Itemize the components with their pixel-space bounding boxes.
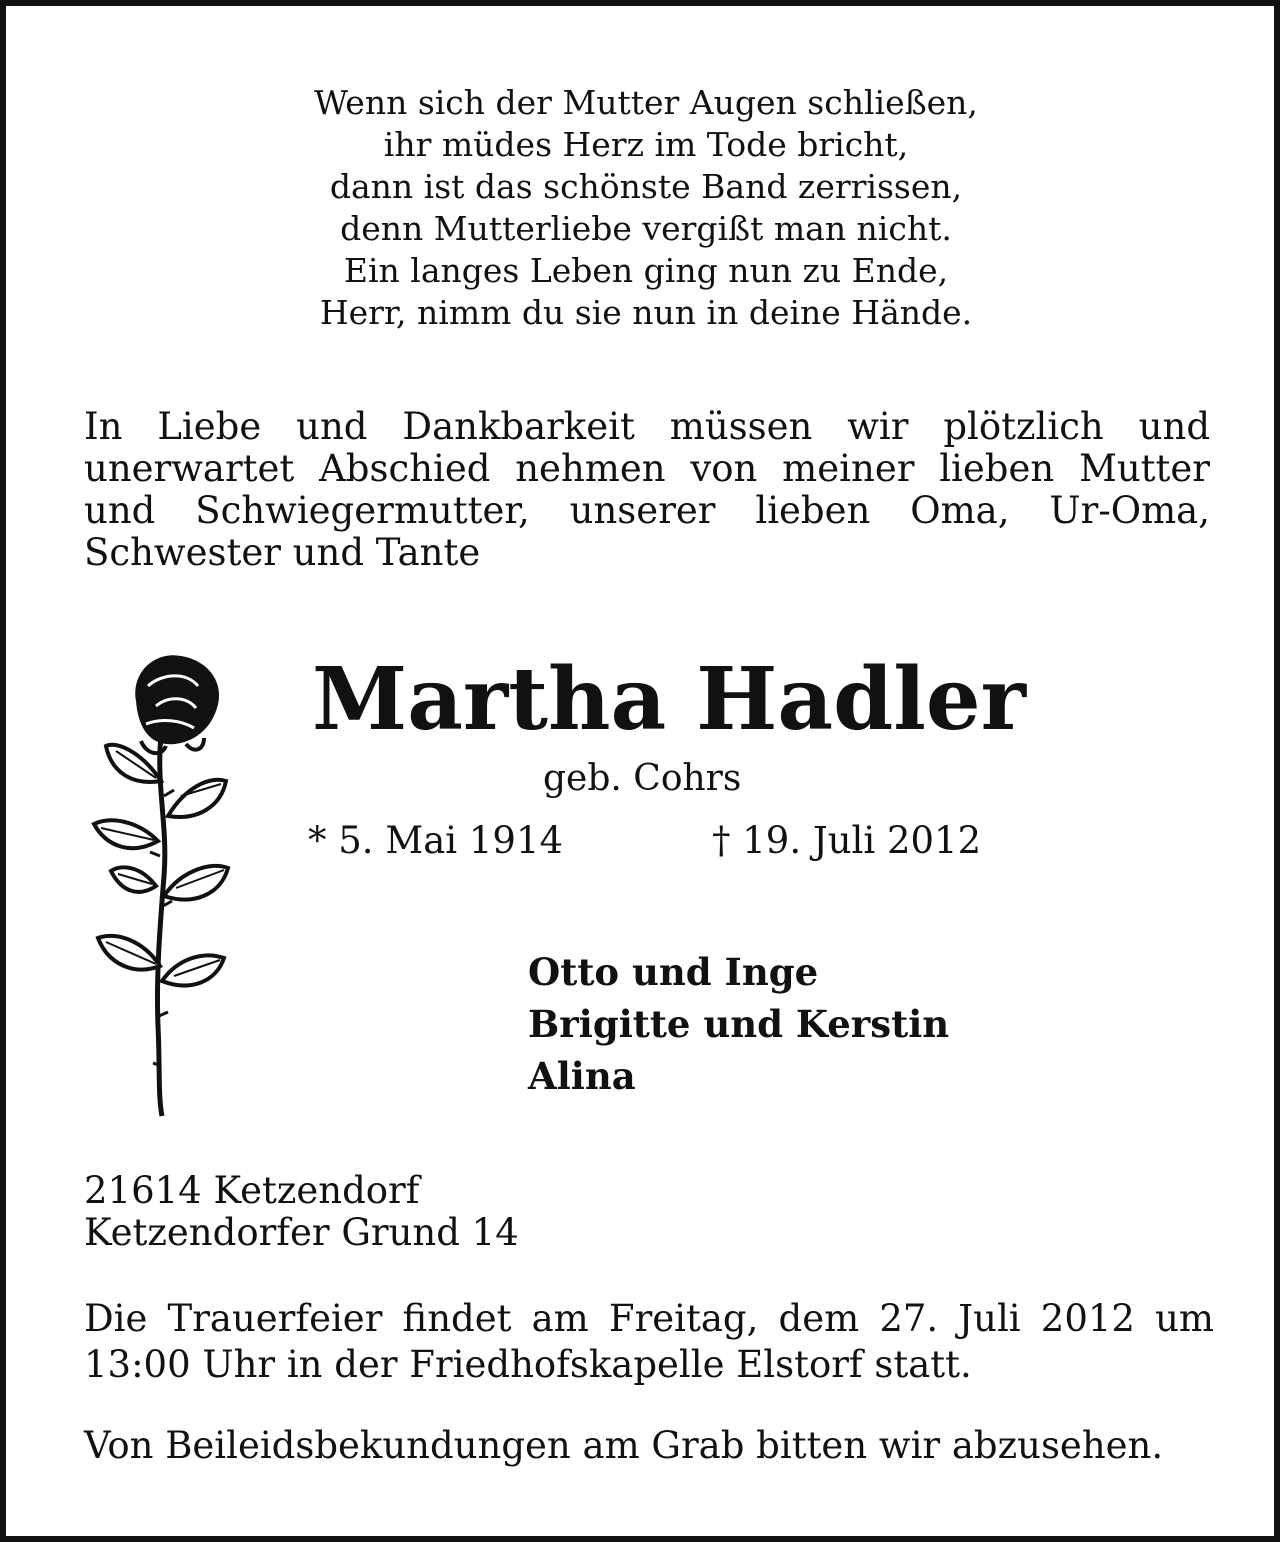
deceased-name: Martha Hadler [312,649,1026,750]
poem-line: Wenn sich der Mutter Augen schließen, [314,83,978,122]
condolence-request: Von Beileidsbekundungen am Grab bitten wir abzusehen. [84,1424,1164,1467]
poem-line: Herr, nimm du sie nun in deine Hände. [319,293,973,332]
death-date: † 19. Juli 2012 [712,819,982,862]
address-city: 21614 Ketzendorf [84,1169,420,1212]
funeral-info: Die Trauerfeier findet am Freitag, dem 27. Juli 2012 um 13:00 Uhr in der Friedhofskapelle Elstorf statt. [84,1297,1214,1386]
mourners-list [528,946,949,1102]
address-street: Ketzendorfer Grund 14 [84,1211,519,1254]
mourner-name: Alina [528,1054,636,1098]
poem [6,82,1280,334]
poem-line: denn Mutterliebe vergißt man nicht. [340,209,952,248]
mourner-name: Otto und Inge [528,950,819,994]
birth-date: * 5. Mai 1914 [308,819,564,862]
mourner-name: Brigitte und Kerstin [528,1002,950,1046]
poem-line: Ein langes Leben ging nun zu Ende, [343,251,949,290]
poem-line: ihr müdes Herz im Tode bricht, [383,125,909,164]
maiden-name: geb. Cohrs [543,758,742,799]
poem-line: dann ist das schönste Band zerrissen, [329,167,963,206]
intro-text: In Liebe und Dankbarkeit müssen wir plötzlich und unerwartet Abschied nehmen von meiner lieben Mutter und Schwiegermutter, unserer lieben Oma, Ur-Oma, Schwester und Tante [84,405,1210,574]
rose-icon [86,646,246,1126]
address [84,1170,519,1254]
